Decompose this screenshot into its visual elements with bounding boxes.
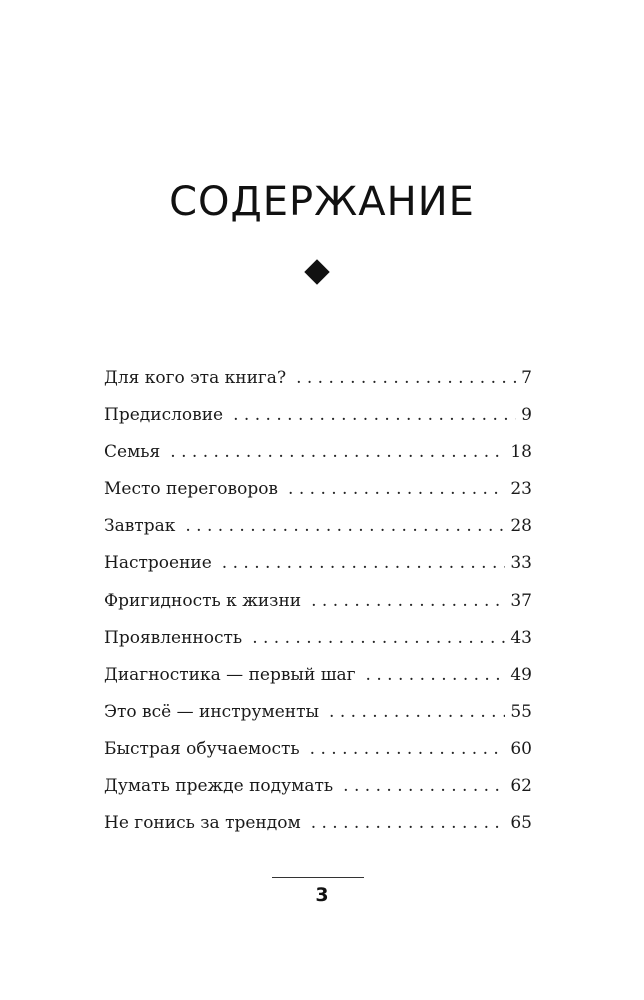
toc-leader-dots [311, 809, 506, 837]
toc-leader-dots [222, 549, 506, 577]
toc-entry-title: Быстрая обучаемость [104, 738, 300, 759]
toc-entry-title: Не гонись за трендом [104, 813, 301, 834]
toc-leader-dots [343, 772, 505, 800]
toc-entry[interactable] [104, 475, 532, 512]
toc-entry[interactable] [104, 549, 532, 586]
toc-entry-title: Настроение [104, 553, 212, 574]
toc-leader-dots [296, 364, 516, 392]
page-number: 3 [315, 884, 329, 906]
toc-entry[interactable] [104, 587, 532, 624]
toc-entry-title: Фригидность к жизни [104, 590, 302, 611]
toc-leader-dots [311, 587, 505, 615]
toc-entry[interactable] [104, 364, 532, 401]
toc-leader-dots [233, 401, 516, 429]
toc-entry-title: Думать прежде подумать [104, 776, 334, 797]
toc-entry[interactable] [104, 624, 532, 661]
toc-entry-page: 62 [510, 776, 532, 797]
toc-entry-title: Семья [104, 442, 161, 463]
toc-entry-page: 49 [510, 664, 532, 685]
toc-entry-page: 9 [521, 405, 532, 426]
toc-entry-page: 60 [510, 738, 532, 759]
toc-entry-page: 43 [510, 627, 532, 648]
toc-entry[interactable] [104, 809, 532, 846]
toc-entry-page: 28 [510, 516, 532, 537]
table-of-contents [104, 364, 532, 846]
toc-entry[interactable] [104, 698, 532, 735]
toc-entry-title: Это всё — инструменты [104, 701, 320, 722]
toc-entry-title: Завтрак [104, 516, 176, 537]
toc-leader-dots [185, 512, 505, 540]
toc-entry-title: Диагностика — первый шаг [104, 664, 356, 685]
toc-entry[interactable] [104, 661, 532, 698]
toc-entry-page: 7 [521, 368, 532, 388]
toc-leader-dots [288, 475, 505, 503]
toc-leader-dots [170, 438, 505, 466]
toc-entry-title: Для кого эта книга? [104, 368, 287, 388]
toc-entry-page: 55 [510, 701, 532, 722]
toc-entry[interactable] [104, 512, 532, 549]
toc-entry-title: Проявленность [104, 627, 243, 648]
footer-divider [272, 877, 364, 878]
toc-entry-page: 18 [510, 442, 532, 463]
toc-leader-dots [366, 661, 506, 689]
toc-entry-page: 37 [510, 590, 532, 611]
toc-leader-dots [329, 698, 505, 726]
toc-entry-page: 33 [510, 553, 532, 574]
diamond-ornament-icon [304, 259, 329, 284]
toc-entry-page: 23 [510, 479, 532, 500]
toc-entry[interactable] [104, 401, 532, 438]
toc-leader-dots [252, 624, 505, 652]
toc-entry[interactable] [104, 735, 532, 772]
toc-entry[interactable] [104, 438, 532, 475]
toc-entry-title: Предисловие [104, 405, 224, 426]
page-title: СОДЕРЖАНИЕ [169, 178, 475, 225]
toc-entry-title: Место переговоров [104, 479, 279, 500]
toc-entry[interactable] [104, 772, 532, 809]
toc-leader-dots [310, 735, 506, 763]
toc-entry-page: 65 [510, 813, 532, 834]
